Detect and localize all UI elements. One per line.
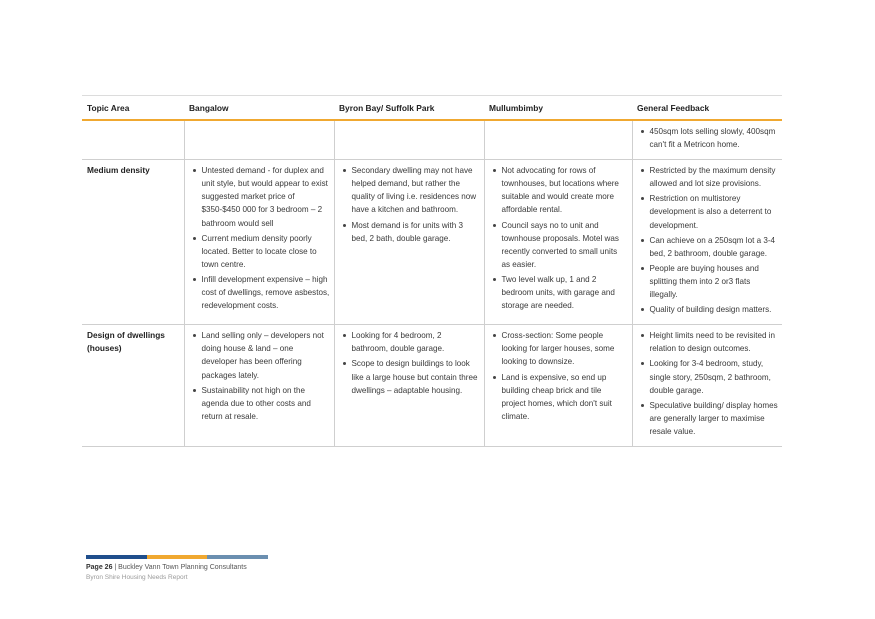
- header-bangalow: Bangalow: [184, 96, 334, 121]
- bullet-list: [638, 125, 779, 151]
- header-mullumbimby: Mullumbimby: [484, 96, 632, 121]
- footer-bar-segment: [207, 555, 268, 559]
- list-item: Land is expensive, so end up building cheap brick and tile project homes, which don't suit climate.: [502, 371, 628, 423]
- general-cell: [632, 325, 782, 447]
- feedback-table: [82, 95, 782, 447]
- general-cell: [632, 160, 782, 325]
- list-item: Not advocating for rows of townhouses, but locations where suitable and would create more affordable rental.: [502, 164, 628, 216]
- mullumbimby-cell: [484, 120, 632, 160]
- list-item: Scope to design buildings to look like a large house but contain three dwellings – adaptable housing.: [352, 357, 480, 396]
- list-item: Restriction on multistorey development is also a deterrent to development.: [650, 192, 779, 231]
- bullet-list: [190, 329, 330, 423]
- mullumbimby-cell: [484, 160, 632, 325]
- list-item: Untested demand - for duplex and unit style, but would appear to exist suggested market price of $350-$450 000 for 3 bedroom – 2 bathroom would sell: [202, 164, 330, 229]
- topic-cell: [82, 120, 184, 160]
- list-item: Land selling only – developers not doing house & land – one developer has been offering packages lately.: [202, 329, 330, 381]
- report-name: Byron Shire Housing Needs Report: [86, 574, 188, 581]
- list-item: Infill development expensive – high cost of dwellings, remove asbestos, redevelopment costs.: [202, 273, 330, 312]
- footer-bar-segment: [86, 555, 147, 559]
- table-body: [82, 120, 782, 446]
- list-item: Quality of building design matters.: [650, 303, 779, 316]
- header-byron-bay: Byron Bay/ Suffolk Park: [334, 96, 484, 121]
- consultant-name: | Buckley Vann Town Planning Consultants: [112, 564, 247, 571]
- list-item: Restricted by the maximum density allowed and lot size provisions.: [650, 164, 779, 190]
- bangalow-cell: [184, 325, 334, 447]
- bangalow-cell: [184, 120, 334, 160]
- list-item: Can achieve on a 250sqm lot a 3-4 bed, 2 bathroom, double garage.: [650, 234, 779, 260]
- list-item: Cross-section: Some people looking for larger houses, some looking to downsize.: [502, 329, 628, 368]
- byron-cell: [334, 120, 484, 160]
- table-row: [82, 120, 782, 160]
- list-item: Council says no to unit and townhouse proposals. Motel was recently converted to small units as easier.: [502, 219, 628, 271]
- footer-bar-segment: [147, 555, 208, 559]
- footer-page-label: [86, 564, 247, 571]
- bullet-list: [340, 329, 480, 396]
- bullet-list: [490, 164, 628, 312]
- list-item: Secondary dwelling may not have helped demand, but rather the quality of living i.e. residences now have a kitchen and bathroom.: [352, 164, 480, 216]
- topic-cell: Design of dwellings (houses): [82, 325, 184, 447]
- table-header-row: [82, 96, 782, 121]
- bullet-list: [490, 329, 628, 423]
- bullet-list: [340, 164, 480, 245]
- table-row: [82, 325, 782, 447]
- list-item: Height limits need to be revisited in relation to design outcomes.: [650, 329, 779, 355]
- header-general-feedback: General Feedback: [632, 96, 782, 121]
- list-item: Looking for 3-4 bedroom, study, single story, 250sqm, 2 bathroom, double garage.: [650, 357, 779, 396]
- byron-cell: [334, 160, 484, 325]
- table-row: [82, 160, 782, 325]
- list-item: Most demand is for units with 3 bed, 2 bath, double garage.: [352, 219, 480, 245]
- byron-cell: [334, 325, 484, 447]
- list-item: Looking for 4 bedroom, 2 bathroom, double garage.: [352, 329, 480, 355]
- footer-color-bar: [86, 555, 268, 559]
- list-item: Sustainability not high on the agenda due to other costs and return at resale.: [202, 384, 330, 423]
- header-topic-area: Topic Area: [82, 96, 184, 121]
- list-item: Two level walk up, 1 and 2 bedroom units, with garage and storage are needed.: [502, 273, 628, 312]
- bullet-list: [638, 329, 779, 438]
- mullumbimby-cell: [484, 325, 632, 447]
- bullet-list: [190, 164, 330, 312]
- list-item: People are buying houses and splitting them into 2 or3 flats illegally.: [650, 262, 779, 301]
- general-cell: [632, 120, 782, 160]
- page-number: Page 26: [86, 564, 113, 571]
- list-item: Current medium density poorly located. Better to locate close to town centre.: [202, 232, 330, 271]
- bangalow-cell: [184, 160, 334, 325]
- topic-cell: Medium density: [82, 160, 184, 325]
- list-item: Speculative building/ display homes are generally larger to maximise resale value.: [650, 399, 779, 438]
- list-item: 450sqm lots selling slowly, 400sqm can't fit a Metricon home.: [650, 125, 779, 151]
- bullet-list: [638, 164, 779, 316]
